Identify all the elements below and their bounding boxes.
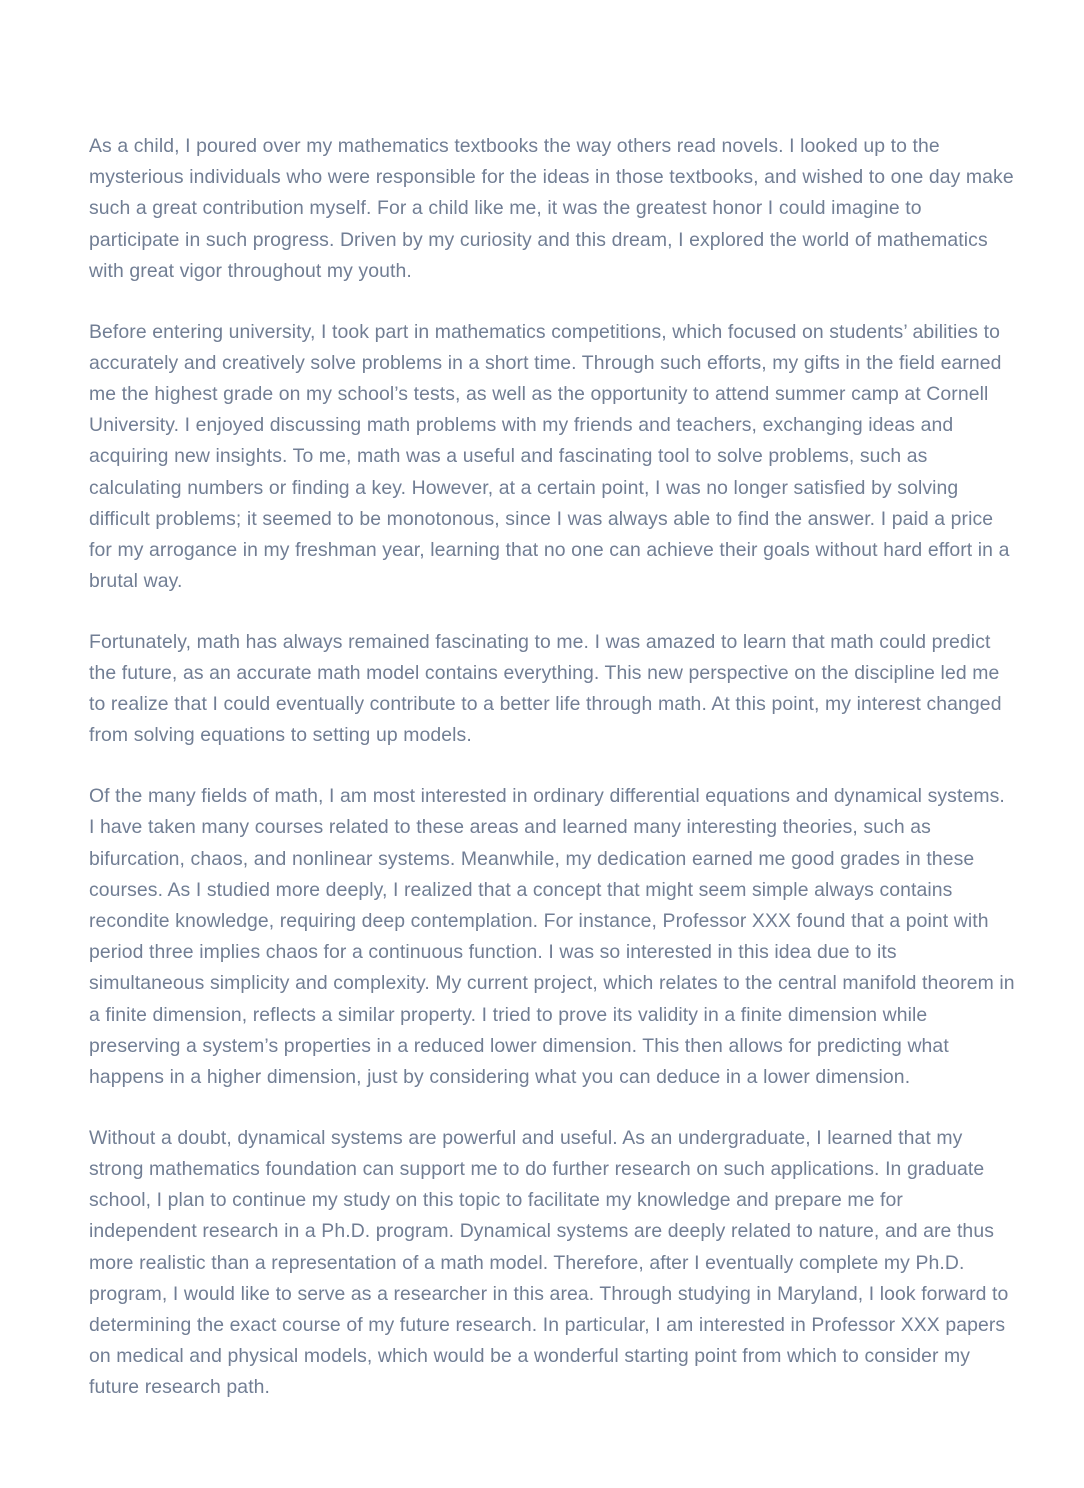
paragraph-1: As a child, I poured over my mathematics textbooks the way others read novels. I looked up to the mysterious individuals who were responsible for the ideas in those textbooks, and wished to one day make such a great contribution myself. For a child like me, it was the greatest honor I could imagine to participate in such progress. Driven by my curiosity and this dream, I explored the world of mathematics with great vigor throughout my youth. — [89, 135, 1014, 282]
paragraph-4: Of the many fields of math, I am most interested in ordinary differential equations and dynamical systems. I have taken many courses related to these areas and learned many interesting theories, such as bifurcation, chaos, and nonlinear systems. Meanwhile, my dedication earned me good grades in these courses. As I studied more deeply, I realized that a concept that might seem simple always contains recondite knowledge, requiring deep contemplation. For instance, Professor XXX found that a point with period three implies chaos for a continuous function. I was so interested in this idea due to its simultaneous simplicity and complexity. My current project, which relates to the central manifold theorem in a finite dimension, reflects a similar property. I tried to prove its validity in a finite dimension while preserving a system’s properties in a reduced lower dimension. This then allows for predicting what happens in a higher dimension, just by considering what you can deduce in a lower dimension. — [89, 785, 1015, 1088]
paragraph-2: Before entering university, I took part in mathematics competitions, which focused on students’ abilities to accurately and creatively solve problems in a short time. Through such efforts, my gifts in the field earned me the highest grade on my school’s tests, as well as the opportunity to attend summer camp at Cornell University. I enjoyed discussing math problems with my friends and teachers, exchanging ideas and acquiring new insights. To me, math was a useful and fascinating tool to solve problems, such as calculating numbers or finding a key. However, at a certain point, I was no longer satisfied by solving difficult problems; it seemed to be monotonous, since I was always able to find the answer. I paid a price for my arrogance in my freshman year, learning that no one can achieve their goals without hard effort in a brutal way. — [89, 320, 1010, 593]
paragraph-3: Fortunately, math has always remained fascinating to me. I was amazed to learn that math could predict the future, as an accurate math model contains everything. This new perspective on the discipline led me to realize that I could eventually contribute to a better life through math. At this point, my interest changed from solving equations to setting up models. — [89, 630, 1002, 747]
essay-body — [89, 131, 1015, 1404]
paragraph-5: Without a doubt, dynamical systems are powerful and useful. As an undergraduate, I learned that my strong mathematics foundation can support me to do further research on such applications. In graduate school, I plan to continue my study on this topic to facilitate my knowledge and prepare me for independent research in a Ph.D. program. Dynamical systems are deeply related to nature, and are thus more realistic than a representation of a math model. Therefore, after I eventually complete my Ph.D. program, I would like to serve as a researcher in this area. Through studying in Maryland, I look forward to determining the exact course of my future research. In particular, I am interested in Professor XXX papers on medical and physical models, which would be a wonderful starting point from which to consider my future research path. — [89, 1126, 1009, 1399]
